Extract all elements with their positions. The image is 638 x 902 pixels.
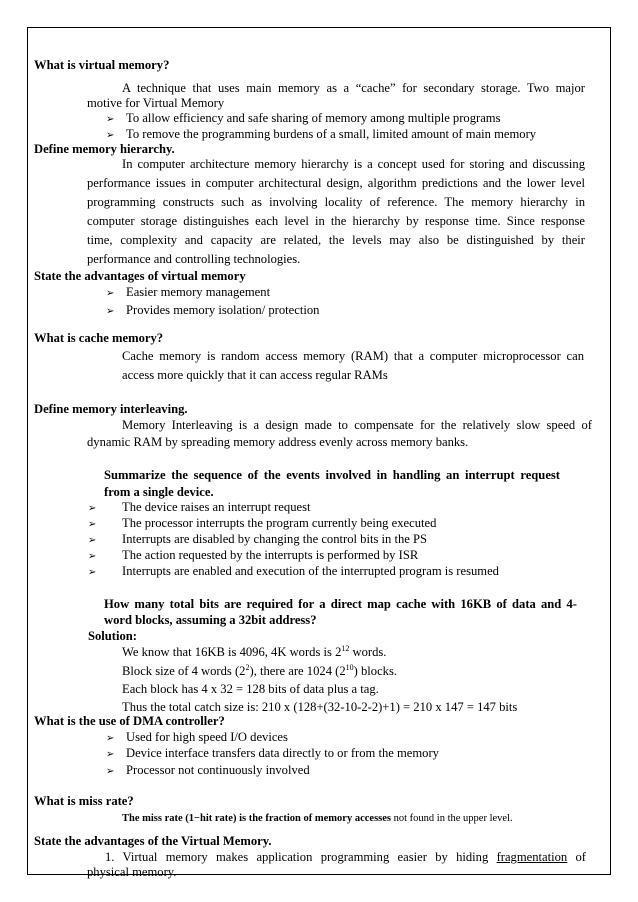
vm-answer-line2: motive for Virtual Memory: [87, 96, 225, 110]
vm-advantages-2-question: State the advantages of the Virtual Memory.: [34, 834, 272, 848]
arrow-bullet-icon: ➢: [106, 749, 115, 760]
mh-line-3: programming constructs such as involving locality of reference. The memory hierarchy in: [87, 195, 585, 209]
adv2-line-1-tail: of: [567, 850, 587, 864]
vm-answer-line1: A technique that uses main memory as a “cache” for secondary storage. Two major: [122, 81, 585, 95]
interrupt-question-line2: from a single device.: [104, 485, 214, 499]
interrupt-step-4: [88, 548, 418, 564]
interleaving-line-2: dynamic RAM by spreading memory address evenly across memory banks.: [87, 435, 469, 449]
cache-line-2: access more quickly that it can access regular RAMs: [122, 368, 388, 382]
arrow-bullet-icon: ➢: [106, 130, 115, 141]
fragmentation-term: fragmentation: [496, 850, 568, 864]
interrupt-step-2-text: The processor interrupts the program currently being executed: [122, 516, 437, 530]
memory-hierarchy-question: Define memory hierarchy.: [34, 142, 175, 156]
mh-line-5: time, complexity and capacity are related, the levels may also be distinguished by their: [87, 233, 585, 247]
adv-bullet-2-text: Provides memory isolation/ protection: [126, 303, 320, 317]
cache-line-1: Cache memory is random access memory (RAM) that a computer microprocessor can: [122, 349, 584, 363]
interrupt-step-1-text: The device raises an interrupt request: [122, 500, 311, 514]
vm-bullet-1: [106, 111, 501, 127]
solution-line-3: Each block has 4 x 32 = 128 bits of data plus a tag.: [122, 682, 379, 696]
arrow-bullet-icon: ➢: [88, 567, 97, 578]
interleaving-question: Define memory interleaving.: [34, 402, 188, 416]
solution-line-2-tail: ) blocks.: [353, 664, 398, 678]
miss-rate-rest-text: not found in the upper level.: [391, 813, 513, 824]
arrow-bullet-icon: ➢: [88, 551, 97, 562]
interrupt-step-5-text: Interrupts are enabled and execution of the interrupted program is resumed: [122, 564, 499, 578]
arrow-bullet-icon: ➢: [106, 766, 115, 777]
miss-rate-bold-text: The miss rate (1−hit rate) is the fraction of memory accesses: [122, 813, 391, 824]
interrupt-step-3-text: Interrupts are disabled by changing the control bits in the PS: [122, 532, 427, 546]
interrupt-step-3: [88, 532, 427, 548]
dma-bullet-2-text: Device interface transfers data directly to or from the memory: [126, 746, 439, 760]
cache-bits-question-line2: word blocks, assuming a 32bit address?: [104, 613, 317, 627]
miss-rate-question: What is miss rate?: [34, 794, 134, 808]
dma-question: What is the use of DMA controller?: [34, 714, 225, 728]
dma-bullet-3-text: Processor not continuously involved: [126, 763, 310, 777]
mh-line-4: computer storage distinguishes each level in the hierarchy by response time. Since response: [87, 214, 585, 228]
solution-line-2-mid: ), there are 1024 (2: [249, 664, 346, 678]
arrow-bullet-icon: ➢: [106, 288, 115, 299]
dma-bullet-1: [106, 730, 288, 746]
solution-line-2-text: Block size of 4 words (2: [122, 664, 246, 678]
adv-bullet-2: [106, 303, 319, 319]
exponent: 10: [345, 662, 354, 672]
solution-line-1-tail: words.: [349, 645, 387, 659]
vm-bullet-1-text: To allow efficiency and safe sharing of memory among multiple programs: [126, 111, 501, 125]
dma-bullet-3: [106, 763, 310, 779]
mh-line-1: In computer architecture memory hierarchy is a concept used for storing and discussing: [122, 157, 585, 171]
adv2-line-1: [87, 850, 586, 865]
interrupt-question-line1: Summarize the sequence of the events involved in handling an interrupt request: [104, 468, 560, 482]
solution-line-1: [122, 645, 386, 660]
vm-bullet-2-text: To remove the programming burdens of a small, limited amount of main memory: [126, 127, 537, 141]
arrow-bullet-icon: ➢: [88, 519, 97, 530]
arrow-bullet-icon: ➢: [106, 306, 115, 317]
arrow-bullet-icon: ➢: [88, 503, 97, 514]
interrupt-step-2: [88, 516, 436, 532]
solution-line-1-text: We know that 16KB is 4096, 4K words is 2: [122, 645, 342, 659]
adv-bullet-1: [106, 285, 270, 301]
arrow-bullet-icon: ➢: [88, 535, 97, 546]
solution-line-4: Thus the total catch size is: 210 x (128+(32-10-2-2)+1) = 210 x 147 = 147 bits: [122, 700, 518, 714]
arrow-bullet-icon: ➢: [106, 733, 115, 744]
dma-bullet-2: [106, 746, 439, 762]
mh-line-6: performance and controlling technologies.: [87, 252, 301, 266]
vm-advantages-question: State the advantages of virtual memory: [34, 269, 246, 283]
interleaving-line-1: Memory Interleaving is a design made to compensate for the relatively slow speed of: [122, 418, 592, 432]
interrupt-step-4-text: The action requested by the interrupts is performed by ISR: [122, 548, 419, 562]
solution-line-2: [122, 664, 397, 679]
adv-bullet-1-text: Easier memory management: [126, 285, 271, 299]
adv2-line-1-text: 1. Virtual memory makes application programming easier by hiding: [105, 850, 497, 864]
mh-line-2: performance issues in computer architectural design, algorithm predictions and the lower level: [87, 176, 585, 190]
vm-bullet-2: [106, 127, 536, 143]
virtual-memory-question: What is virtual memory?: [34, 58, 170, 72]
adv2-line-2: physical memory.: [87, 865, 177, 879]
arrow-bullet-icon: ➢: [106, 114, 115, 125]
interrupt-step-1: [88, 500, 310, 516]
cache-memory-question: What is cache memory?: [34, 331, 164, 345]
exponent: 2: [245, 662, 250, 672]
miss-rate-answer: [122, 811, 513, 826]
exponent: 12: [341, 643, 350, 653]
dma-bullet-1-text: Used for high speed I/O devices: [126, 730, 288, 744]
solution-label: Solution:: [88, 629, 137, 643]
interrupt-step-5: [88, 564, 499, 580]
cache-bits-question-line1: How many total bits are required for a direct map cache with 16KB of data and 4-: [104, 597, 577, 611]
